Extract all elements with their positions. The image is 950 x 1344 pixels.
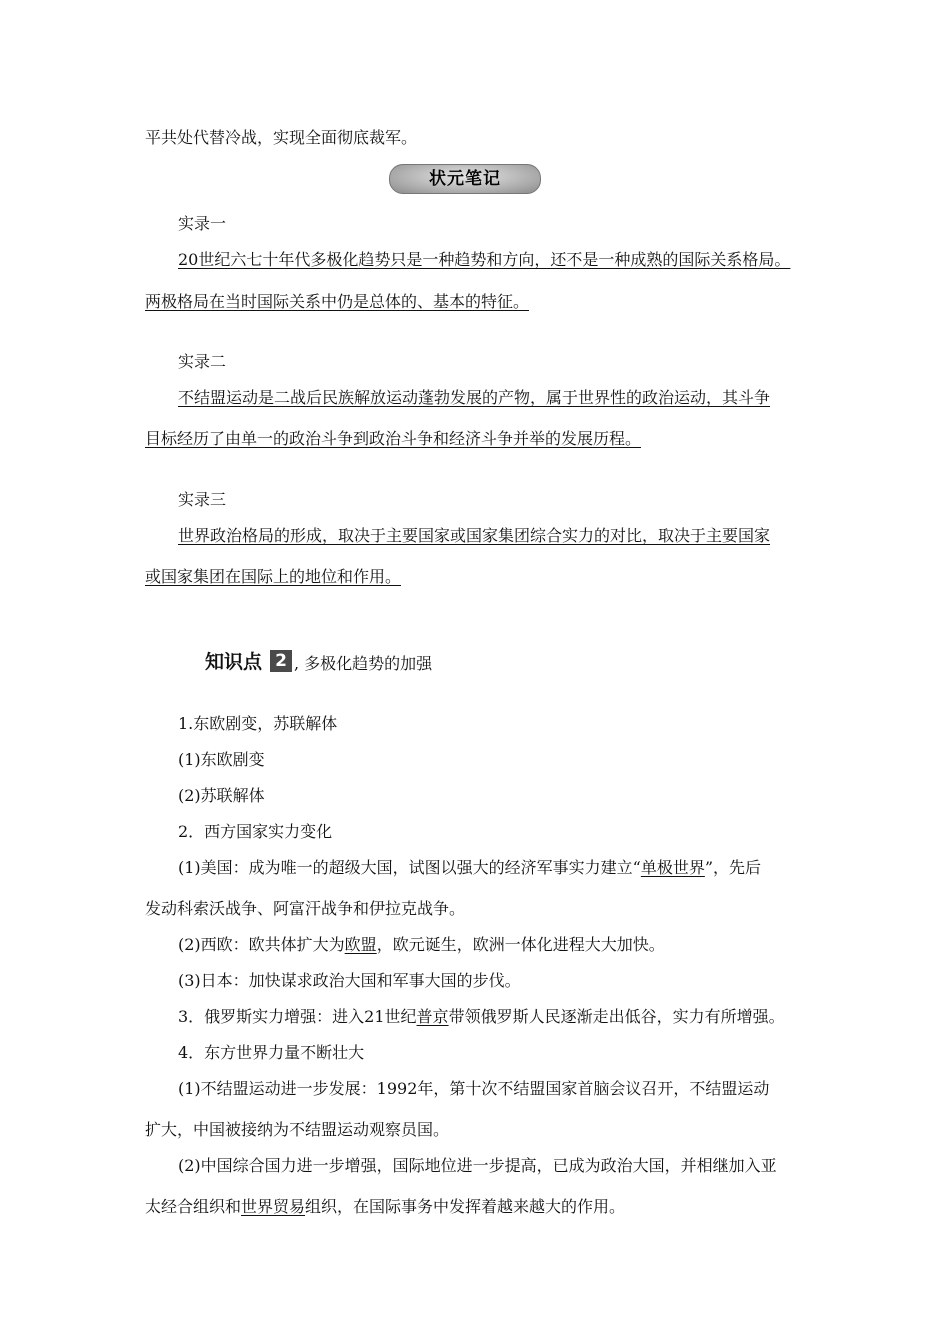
section-4b-post: 组织，在国际事务中发挥着越来越大的作用。 xyxy=(305,1197,626,1216)
section-4b-line-2 xyxy=(145,1197,625,1217)
section-4: 4．东方世界力量不断壮大 xyxy=(178,1043,365,1062)
putin-term: 普京 xyxy=(416,1007,449,1026)
section-2b-pre: (2)西欧：欧共体扩大为 xyxy=(178,935,345,954)
section-2a-line-2: 发动科索沃战争、阿富汗战争和伊拉克战争。 xyxy=(145,899,466,918)
record-3-line-2: 或国家集团在国际上的地位和作用。 xyxy=(145,567,402,586)
unipolar-world-term: 单极世界 xyxy=(640,858,705,877)
record-2-line-2: 目标经历了由单一的政治斗争到政治斗争和经济斗争并举的发展历程。 xyxy=(145,429,642,448)
record-2-line-1: 不结盟运动是二战后民族解放运动蓬勃发展的产物，属于世界性的政治运动，其斗争 xyxy=(178,388,771,407)
section-3 xyxy=(178,1007,785,1027)
record-3-title: 实录三 xyxy=(178,490,227,509)
wto-term: 世界贸易 xyxy=(241,1197,306,1216)
record-1-title: 实录一 xyxy=(178,214,227,233)
section-4a-line-1: (1)不结盟运动进一步发展：1992年，第十次不结盟国家首脑会议召开，不结盟运动 xyxy=(178,1079,770,1098)
section-2: 2．西方国家实力变化 xyxy=(178,822,333,841)
record-1-line-1: 20世纪六七十年代多极化趋势只是一种趋势和方向，还不是一种成熟的国际关系格局。 xyxy=(178,250,791,269)
section-3-pre: 3．俄罗斯实力增强：进入21世纪 xyxy=(178,1007,417,1026)
section-2b xyxy=(178,935,665,955)
section-1b: (2)苏联解体 xyxy=(178,786,265,805)
intro-tail-text: 平共处代替冷战，实现全面彻底裁军。 xyxy=(145,128,418,147)
record-1-line-2: 两极格局在当时国际关系中仍是总体的、基本的特征。 xyxy=(145,292,530,311)
section-2a-line-1 xyxy=(178,858,761,878)
section-2b-post: ，欧元诞生，欧洲一体化进程大大加快。 xyxy=(376,935,665,954)
knowledge-point-title: , 多极化趋势的加强 xyxy=(294,654,433,673)
knowledge-point-number: 2 xyxy=(270,650,292,672)
section-3-post: 带领俄罗斯人民逐渐走出低谷，实力有所增强。 xyxy=(448,1007,785,1026)
section-2c: (3)日本：加快谋求政治大国和军事大国的步伐。 xyxy=(178,971,521,990)
section-2a-post: ”，先后 xyxy=(704,858,762,877)
record-2-title: 实录二 xyxy=(178,352,227,371)
section-1: 1.东欧剧变，苏联解体 xyxy=(178,714,338,733)
section-4b-pre: 太经合组织和 xyxy=(145,1197,242,1216)
section-1a: (1)东欧剧变 xyxy=(178,750,265,769)
section-4a-line-2: 扩大，中国被接纳为不结盟运动观察员国。 xyxy=(145,1120,450,1139)
section-4b-line-1: (2)中国综合国力进一步增强，国际地位进一步提高，已成为政治大国，并相继加入亚 xyxy=(178,1156,777,1175)
eu-term: 欧盟 xyxy=(344,935,377,954)
knowledge-point-label: 知识点 xyxy=(205,651,263,673)
record-3-line-1: 世界政治格局的形成，取决于主要国家或国家集团综合实力的对比，取决于主要国家 xyxy=(178,526,771,545)
notes-badge: 状元笔记 xyxy=(389,164,541,194)
section-2a-pre: (1)美国：成为唯一的超级大国，试图以强大的经济军事实力建立“ xyxy=(178,858,641,877)
